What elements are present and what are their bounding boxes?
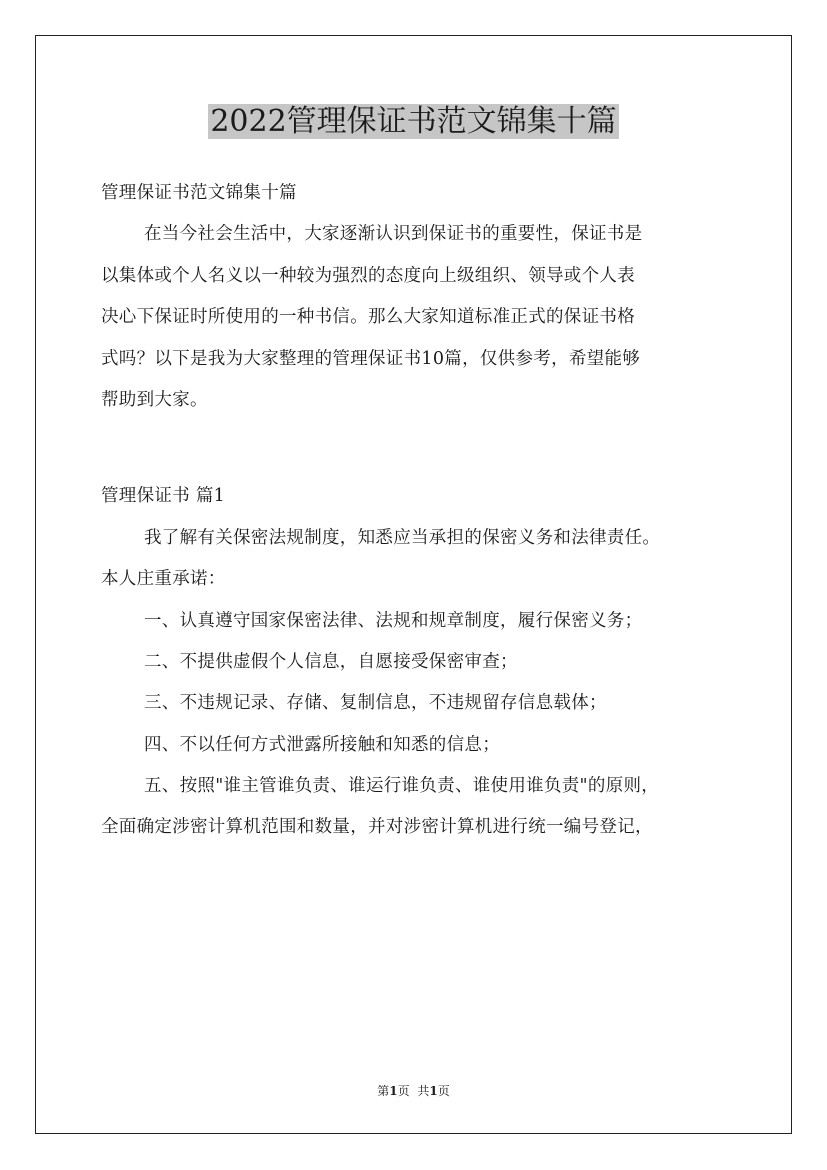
section-heading: 管理保证书 篇1 — [101, 486, 226, 507]
paragraph-line: 以集体或个人名义以一种较为强烈的态度向上级组织、领导或个人表 — [101, 265, 635, 286]
paragraph-line: 帮助到大家。 — [101, 389, 208, 410]
total-pages: 1 — [429, 1084, 438, 1098]
total-label-pre: 共 — [417, 1084, 430, 1098]
paragraph-line: 式吗？以下是我为大家整理的管理保证书10篇，仅供参考，希望能够 — [101, 348, 641, 369]
page-label-pre: 第 — [377, 1084, 390, 1098]
pledge-item: 二、不提供虚假个人信息，自愿接受保密审查； — [144, 651, 518, 672]
page-number: 1 — [389, 1084, 398, 1098]
pledge-item: 三、不违规记录、存储、复制信息，不违规留存信息载体； — [144, 693, 607, 714]
section-spacer — [101, 421, 741, 476]
total-label-post: 页 — [437, 1084, 450, 1098]
page-label-post: 页 — [397, 1084, 410, 1098]
document-title — [0, 102, 827, 142]
paragraph-line: 本人庄重承诺： — [101, 569, 226, 590]
pledge-item: 一、认真遵守国家保密法律、法规和规章制度，履行保密义务； — [144, 610, 643, 631]
paragraph-line: 在当今社会生活中，大家逐渐认识到保证书的重要性，保证书是 — [144, 224, 643, 245]
paragraph-line: 我了解有关保密法规制度，知悉应当承担的保密义务和法律责任。 — [144, 527, 661, 548]
pledge-item: 四、不以任何方式泄露所接触和知悉的信息； — [144, 734, 500, 755]
pledge-item: 五、按照"谁主管谁负责、谁运行谁负责、谁使用谁负责"的原则， — [144, 776, 660, 797]
paragraph-line: 全面确定涉密计算机范围和数量，并对涉密计算机进行统一编号登记， — [101, 817, 653, 838]
intro-heading: 管理保证书范文锦集十篇 — [101, 183, 297, 203]
page-footer — [0, 1082, 827, 1099]
document-body — [101, 173, 741, 849]
paragraph-line: 决心下保证时所使用的一种书信。那么大家知道标准正式的保证书格 — [101, 307, 635, 328]
document-title-text: 2022管理保证书范文锦集十篇 — [210, 104, 617, 139]
